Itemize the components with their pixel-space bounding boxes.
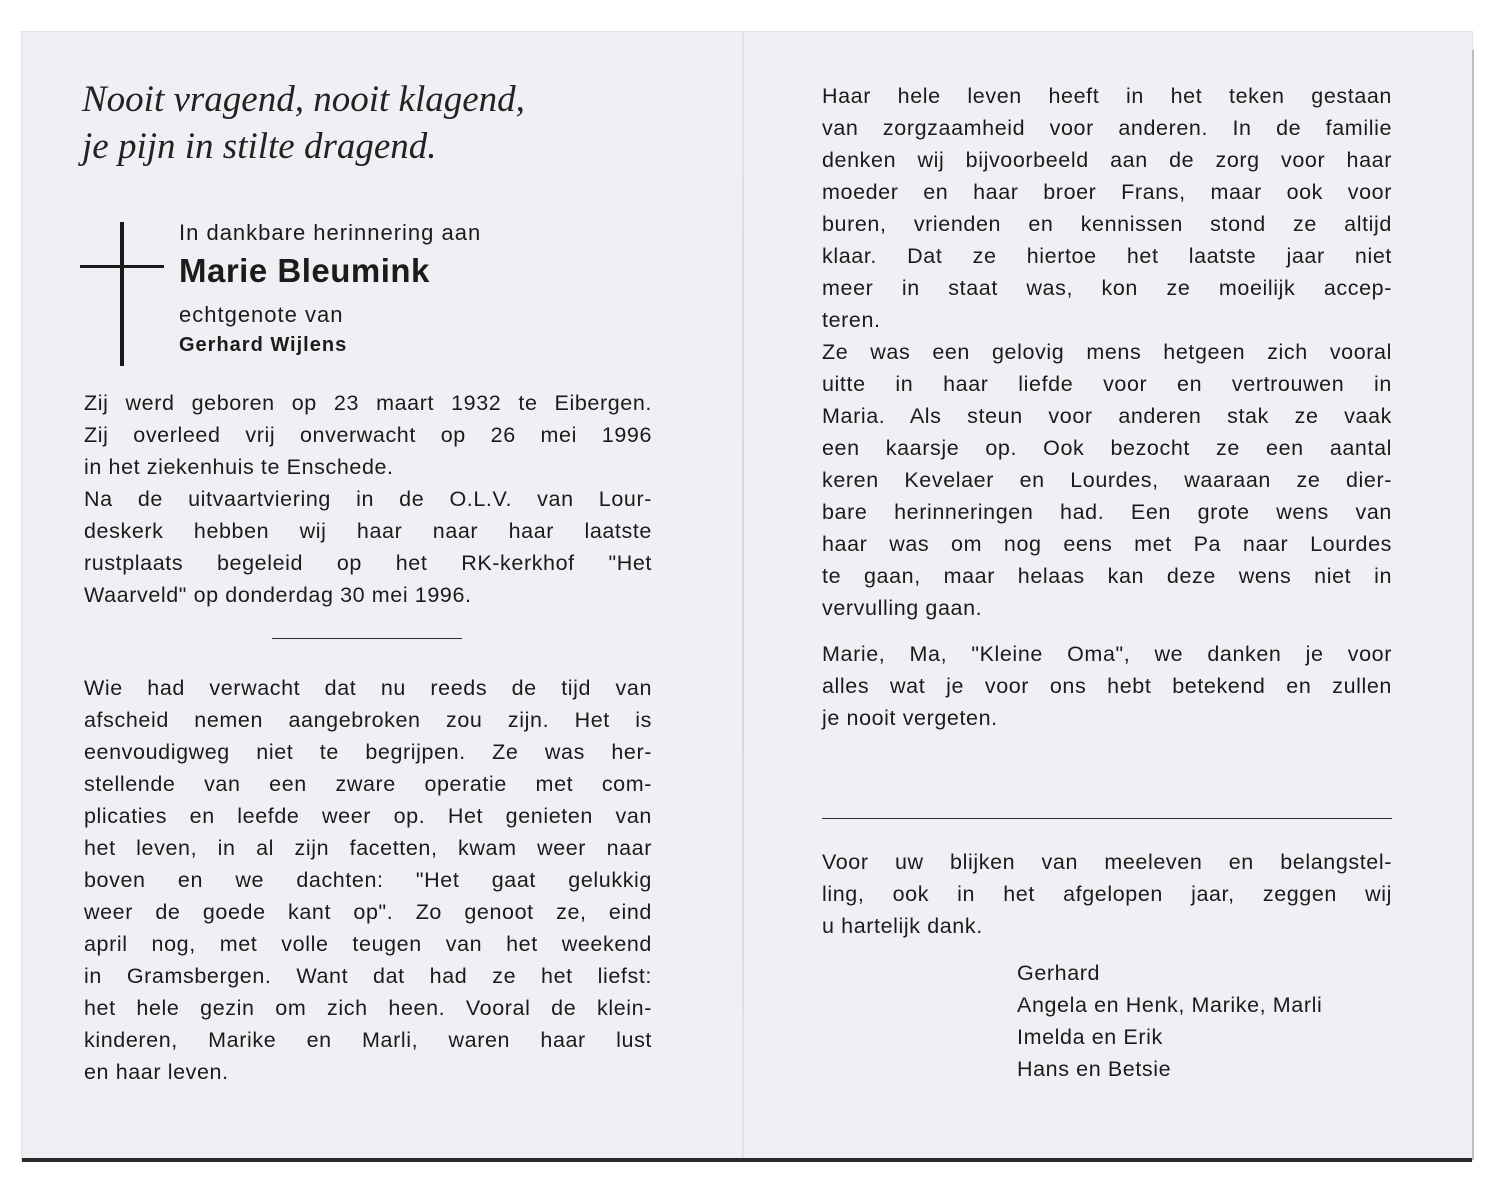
paragraph-line: uitte in haar liefde voor en vertrouwen in — [822, 372, 1392, 396]
signatures — [1017, 957, 1322, 1085]
paragraph-line: bare herinneringen had. Een grote wens van — [822, 500, 1392, 524]
card-fold — [742, 32, 744, 1160]
signature-line: Angela en Henk, Marike, Marli — [1017, 993, 1323, 1017]
biography-line: Na de uitvaartviering in de O.L.V. van Lour- — [84, 487, 652, 511]
right-paragraph-1 — [822, 80, 1392, 336]
paragraph-line: te gaan, maar helaas kan deze wens niet in — [822, 564, 1392, 588]
signature-line: Imelda en Erik — [1017, 1025, 1163, 1049]
right-paragraph-3 — [822, 638, 1392, 734]
paragraph-line: Ze was een gelovig mens hetgeen zich vooral — [822, 340, 1392, 364]
biography-line: rustplaats begeleid op het RK-kerkhof "Het — [84, 551, 652, 575]
paragraph-line: van zorgzaamheid voor anderen. In de familie — [822, 116, 1392, 140]
paragraph-line: haar was om nog eens met Pa naar Lourdes — [822, 532, 1392, 556]
paragraph-line: denken wij bijvoorbeeld aan de zorg voor haar — [822, 148, 1392, 172]
motto-line: je pijn in stilte dragend. — [82, 126, 437, 167]
paragraph-line: meer in staat was, kon ze moeilijk accep- — [822, 276, 1392, 300]
paragraph-line: vervulling gaan. — [822, 596, 983, 620]
motto-line: Nooit vragend, nooit klagend, — [82, 79, 525, 120]
tribute — [84, 672, 652, 1088]
divider — [822, 818, 1392, 819]
thanks-line: Voor uw blijken van meeleven en belangstel- — [822, 850, 1392, 874]
divider — [272, 638, 462, 639]
tribute-line: kinderen, Marike en Marli, waren haar lust — [84, 1028, 652, 1052]
tribute-line: april nog, met volle teugen van het weekend — [84, 932, 652, 956]
signature-line: Hans en Betsie — [1017, 1057, 1172, 1081]
paragraph-line: alles wat je voor ons hebt betekend en zullen — [822, 674, 1392, 698]
spouse-name: Gerhard Wijlens — [179, 334, 348, 356]
thanks-line: u hartelijk dank. — [822, 914, 983, 938]
spouse-label: echtgenote van — [179, 302, 344, 327]
right-paragraph-2 — [822, 336, 1392, 624]
thanks — [822, 846, 1392, 942]
thanks-line: ling, ook in het afgelopen jaar, zeggen wij — [822, 882, 1392, 906]
tribute-line: plicaties en leefde weer op. Het genieten van — [84, 804, 652, 828]
cross-icon — [120, 222, 124, 366]
tribute-line: weer de goede kant op". Zo genoot ze, eind — [84, 900, 652, 924]
paragraph-line: Haar hele leven heeft in het teken gestaan — [822, 84, 1392, 108]
paragraph-line: keren Kevelaer en Lourdes, waaraan ze dier- — [822, 468, 1392, 492]
biography-line: deskerk hebben wij haar naar haar laatste — [84, 519, 652, 543]
tribute-line: het hele gezin om zich heen. Vooral de klein- — [84, 996, 652, 1020]
tribute-line: en haar leven. — [84, 1060, 229, 1084]
tribute-line: afscheid nemen aangebroken zou zijn. Het is — [84, 708, 652, 732]
tribute-line: eenvoudigweg niet te begrijpen. Ze was her- — [84, 740, 652, 764]
motto — [82, 76, 682, 170]
paragraph-line: teren. — [822, 308, 881, 332]
card-edge — [1472, 50, 1474, 1160]
paragraph-line: je nooit vergeten. — [822, 706, 998, 730]
card-shadow — [22, 1158, 1472, 1162]
tribute-line: het leven, in al zijn facetten, kwam weer naar — [84, 836, 652, 860]
paragraph-line: buren, vrienden en kennissen stond ze altijd — [822, 212, 1392, 236]
deceased-name: Marie Bleumink — [179, 252, 430, 289]
biography-line: Zij werd geboren op 23 maart 1932 te Eibergen. — [84, 391, 652, 415]
tribute-line: in Gramsbergen. Want dat had ze het liefst: — [84, 964, 652, 988]
paragraph-line: Marie, Ma, "Kleine Oma", we danken je voor — [822, 642, 1392, 666]
paragraph-line: moeder en haar broer Frans, maar ook voor — [822, 180, 1392, 204]
paragraph-line: klaar. Dat ze hiertoe het laatste jaar niet — [822, 244, 1392, 268]
dedication-text: In dankbare herinnering aan — [179, 220, 482, 245]
paragraph-line: Maria. Als steun voor anderen stak ze vaak — [822, 404, 1392, 428]
biography-line: in het ziekenhuis te Enschede. — [84, 455, 394, 479]
paragraph-line: een kaarsje op. Ook bezocht ze een aantal — [822, 436, 1392, 460]
tribute-line: Wie had verwacht dat nu reeds de tijd van — [84, 676, 652, 700]
tribute-line: stellende van een zware operatie met com- — [84, 772, 652, 796]
biography-line: Zij overleed vrij onverwacht op 26 mei 1996 — [84, 423, 652, 447]
cross-icon-bar — [80, 265, 164, 268]
biography — [84, 387, 652, 611]
biography-line: Waarveld" op donderdag 30 mei 1996. — [84, 583, 472, 607]
tribute-line: boven en we dachten: "Het gaat gelukkig — [84, 868, 652, 892]
signature-line: Gerhard — [1017, 961, 1101, 985]
